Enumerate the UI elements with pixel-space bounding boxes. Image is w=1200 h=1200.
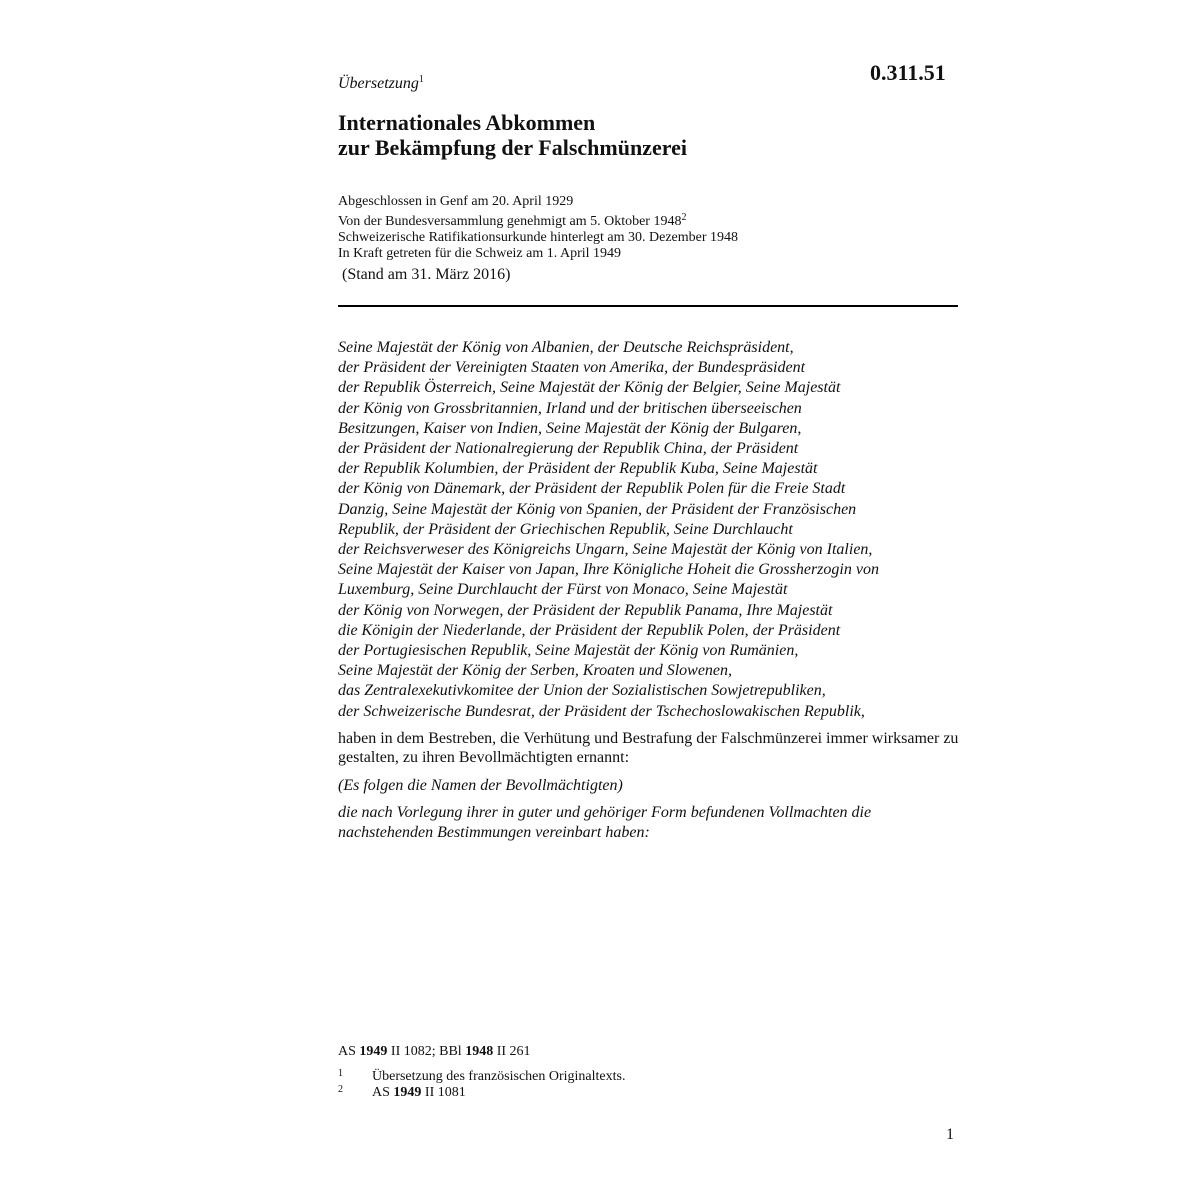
preamble-line: der König von Dänemark, der Präsident der Republik Polen für die Freie Stadt [338, 480, 846, 498]
preamble-line: das Zentralexekutivkomitee der Union der Sozialistischen Sowjetrepubliken, [338, 682, 826, 700]
preamble-line: der Portugiesischen Republik, Seine Majestät der König von Rumänien, [338, 642, 799, 660]
preamble-line: der Präsident der Nationalregierung der Republik China, der Präsident [338, 440, 799, 458]
meta-concluded: Abgeschlossen in Genf am 20. April 1929 [338, 194, 574, 209]
document-title [338, 110, 938, 160]
preamble-line: der Republik Kolumbien, der Präsident der Republik Kuba, Seine Majestät [338, 460, 818, 478]
preamble-line: Danzig, Seine Majestät der König von Spanien, der Präsident der Französischen [338, 500, 857, 518]
page-number: 1 [946, 1126, 954, 1143]
preamble-line: Republik, der Präsident der Griechischen Republik, Seine Durchlaucht [338, 520, 793, 538]
preamble-line: der Republik Österreich, Seine Majestät der König der Belgier, Seine Majestät [338, 379, 841, 397]
header-divider [338, 305, 958, 307]
official-collection-ref: AS 1949 II 1082; BBl 1948 II 261 [338, 1044, 531, 1059]
preamble [338, 338, 958, 722]
preamble-line: der König von Norwegen, der Präsident der Republik Panama, Ihre Majestät [338, 601, 833, 619]
meta-ratified: Schweizerische Ratifikationsurkunde hinterlegt am 30. Dezember 1948 [338, 230, 739, 245]
preamble-line: Seine Majestät der König der Serben, Kroaten und Slowenen, [338, 662, 733, 680]
footnote-ref-1[interactable]: 1 [418, 74, 424, 85]
preamble-line: der Reichsverweser des Königreichs Ungarn, Seine Majestät der König von Italien, [338, 541, 873, 559]
preamble-line: Besitzungen, Kaiser von Indien, Seine Majestät der König der Bulgaren, [338, 419, 802, 437]
preamble-line: der Schweizerische Bundesrat, der Präsident der Tschechoslowakischen Republik, [338, 702, 865, 720]
translation-label: Übersetzung$^1$ [338, 74, 424, 92]
preamble-line: der Präsident der Vereinigten Staaten von Amerika, der Bundespräsident [338, 359, 806, 377]
title-line-2: zur Bekämpfung der Falschmünzerei [338, 135, 687, 160]
preamble-line: Seine Majestät der König von Albanien, der Deutsche Reichspräsident, [338, 339, 794, 356]
preamble-line: Seine Majestät der Kaiser von Japan, Ihre Königliche Hoheit die Grossherzogin von [338, 561, 879, 579]
preamble-line: Luxemburg, Seine Durchlaucht der Fürst von Monaco, Seine Majestät [338, 581, 788, 599]
footnote-1: 1 Übersetzung des französischen Originaltexts. [338, 1068, 626, 1084]
preamble-line: der König von Grossbritannien, Irland und der britischen überseeischen [338, 399, 802, 417]
body-paragraph-appointment: haben in dem Bestreben, die Verhütung und Bestrafung der Falschmünzerei immer wirksamer zu gestalten, zu ihren Bevollmächtigten ernannt: [338, 730, 959, 766]
body-paragraph-plenipotentiaries: (Es folgen die Namen der Bevollmächtigten) [338, 777, 623, 794]
title-line-1: Internationales Abkommen [338, 110, 596, 135]
meta-in-force: In Kraft getreten für die Schweiz am 1. April 1949 [338, 246, 622, 261]
sr-number: 0.311.51 [870, 60, 946, 85]
footnote-2: 2 AS 1949 II 1081 [338, 1084, 466, 1100]
footnote-ref-2[interactable]: 2 [681, 212, 687, 223]
status-date: (Stand am 31. März 2016) [342, 266, 511, 283]
preamble-line: die Königin der Niederlande, der Präsident der Republik Polen, der Präsident [338, 621, 841, 639]
document-metadata [338, 194, 958, 262]
body-paragraph-agreement: die nach Vorlegung ihrer in guter und gehöriger Form befundenen Vollmachten die nachstehenden Bestimmungen vereinbart haben: [338, 804, 872, 841]
meta-approved: Von der Bundesversammlung genehmigt am 5. Oktober 1948$^2$ [338, 212, 687, 229]
